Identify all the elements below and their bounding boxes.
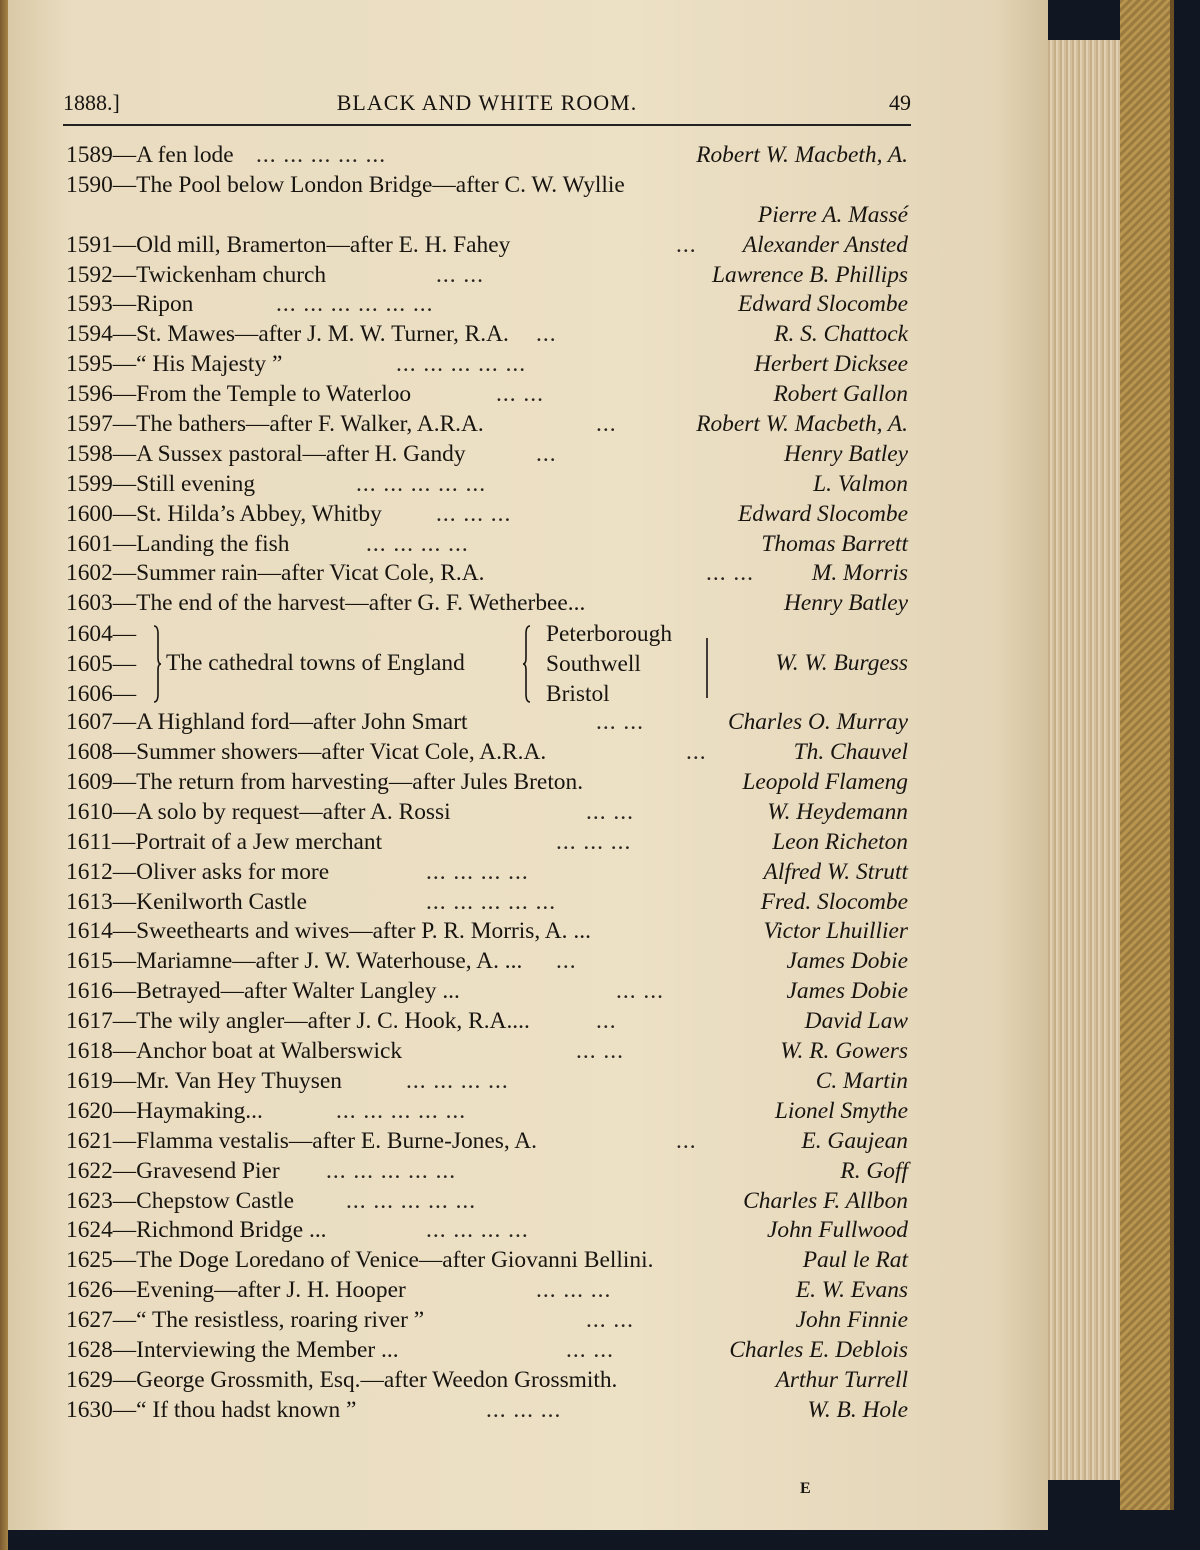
entry-artist: Charles F. Allbon xyxy=(743,1187,908,1214)
entry-title: From the Temple to Waterloo xyxy=(136,381,412,408)
brace-right xyxy=(522,624,532,704)
leader-dots: ... ... ... xyxy=(536,1277,612,1304)
entry-number-title xyxy=(66,531,289,558)
catalogue-entry xyxy=(66,1128,908,1158)
brace-artist xyxy=(706,638,710,698)
group-number: 1605— xyxy=(66,650,137,677)
leader-dots: ... ... ... ... ... xyxy=(326,1157,457,1184)
entry-number-title xyxy=(66,918,591,945)
entry-title: Sweethearts and wives—after P. R. Morris, A. ... xyxy=(136,918,591,945)
entry-dash: — xyxy=(112,171,137,198)
entry-artist: Edward Slocombe xyxy=(738,500,908,527)
entry-dash: — xyxy=(112,1127,137,1154)
catalogue-entries xyxy=(66,142,908,1427)
entry-dash: — xyxy=(112,1247,137,1274)
entry-number: 1617 xyxy=(66,1008,113,1035)
entry-title: A Sussex pastoral—after H. Gandy xyxy=(136,440,466,467)
entry-dash: — xyxy=(112,798,137,825)
entry-dash: — xyxy=(112,1217,137,1244)
entry-dash: — xyxy=(112,1396,137,1423)
entry-number: 1630 xyxy=(66,1396,113,1423)
catalogue-entry xyxy=(66,1038,908,1068)
catalogue-entry xyxy=(66,262,908,292)
catalogue-entry xyxy=(66,1277,908,1307)
book-page xyxy=(8,0,1048,1530)
entry-dash: — xyxy=(112,381,137,408)
entry-dash: — xyxy=(112,1038,137,1065)
entry-artist: Arthur Turrell xyxy=(775,1366,908,1393)
group-place: Bristol xyxy=(546,680,610,707)
entry-dash: — xyxy=(112,590,137,617)
leader-dots: ... xyxy=(596,1008,617,1035)
catalogue-entry xyxy=(66,351,908,381)
entry-title: Interviewing the Member ... xyxy=(136,1336,399,1363)
catalogue-entry xyxy=(66,1188,908,1218)
entry-title: A Highland ford—after John Smart xyxy=(136,709,468,736)
catalogue-entry xyxy=(66,291,908,321)
entry-title: Summer showers—after Vicat Cole, A.R.A. xyxy=(136,739,547,766)
entry-artist: W. R. Gowers xyxy=(780,1038,908,1065)
entry-number-title xyxy=(66,739,546,766)
entry-dash: — xyxy=(112,858,137,885)
entry-number-title xyxy=(66,799,451,826)
entry-number: 1607 xyxy=(66,709,113,736)
entry-title: Still evening xyxy=(136,470,256,497)
brace-left xyxy=(152,624,162,704)
catalogue-entry xyxy=(66,1397,908,1427)
entry-number-title xyxy=(66,1277,406,1304)
entry-title: The end of the harvest—after G. F. Wetherbee... xyxy=(136,590,586,617)
leader-dots: ... ... ... ... ... xyxy=(396,351,527,378)
catalogue-entry xyxy=(66,560,908,590)
entry-number: 1629 xyxy=(66,1366,113,1393)
entry-number: 1612 xyxy=(66,858,113,885)
entry-number: 1592 xyxy=(66,261,113,288)
entry-artist: David Law xyxy=(804,1008,908,1035)
entry-dash: — xyxy=(112,978,137,1005)
group-place: Peterborough xyxy=(546,621,673,648)
entry-artist: Charles E. Deblois xyxy=(729,1336,908,1363)
group-numbers xyxy=(66,620,136,709)
entry-artist: R. Goff xyxy=(840,1157,908,1184)
leader-dots: ... xyxy=(596,411,617,438)
entry-title: Summer rain—after Vicat Cole, R.A. xyxy=(136,560,485,587)
entry-number-title xyxy=(66,889,307,916)
entry-number-title xyxy=(66,1397,356,1424)
entry-dash: — xyxy=(112,1187,137,1214)
entry-artist: C. Martin xyxy=(815,1067,908,1094)
leader-dots: ... xyxy=(536,440,557,467)
catalogue-entry xyxy=(66,232,908,262)
entry-number-title xyxy=(66,1158,280,1185)
entry-number-title xyxy=(66,1008,530,1035)
entry-number: 1603 xyxy=(66,590,113,617)
entry-title: Portrait of a Jew merchant xyxy=(135,828,383,855)
entry-title: Twickenham church xyxy=(136,261,327,288)
leader-dots: ... ... xyxy=(576,1038,624,1065)
entry-number: 1621 xyxy=(66,1127,113,1154)
entry-title: Evening—after J. H. Hooper xyxy=(136,1277,406,1304)
leader-dots: ... ... xyxy=(586,1307,634,1334)
entry-artist: Lawrence B. Phillips xyxy=(712,261,908,288)
entry-dash: — xyxy=(112,261,137,288)
entry-title: Anchor boat at Walberswick xyxy=(136,1038,403,1065)
entry-number: 1590 xyxy=(66,171,113,198)
leader-dots: ... ... ... ... xyxy=(406,1067,509,1094)
entry-title: Landing the fish xyxy=(136,530,290,557)
catalogue-entry xyxy=(66,829,908,859)
entry-list-top xyxy=(66,142,908,620)
entry-title: Mariamne—after J. W. Waterhouse, A. ... xyxy=(136,948,523,975)
entry-title: St. Mawes—after J. M. W. Turner, R.A. xyxy=(136,321,509,348)
entry-dash: — xyxy=(112,888,137,915)
entry-artist: Henry Batley xyxy=(783,590,908,617)
entry-number-title xyxy=(66,441,466,468)
entry-number-title xyxy=(66,948,522,975)
entry-number: 1601 xyxy=(66,530,113,557)
entry-number-title xyxy=(66,859,329,886)
entry-number: 1620 xyxy=(66,1097,113,1124)
group-places xyxy=(546,620,672,709)
catalogue-entry xyxy=(66,1217,908,1247)
leader-dots: ... xyxy=(686,739,707,766)
entry-number-title xyxy=(66,232,510,259)
entry-title: “ His Majesty ” xyxy=(136,351,283,378)
catalogue-entry xyxy=(66,918,908,948)
entry-number: 1618 xyxy=(66,1038,113,1065)
entry-title: Haymaking... xyxy=(136,1097,263,1124)
catalogue-entry xyxy=(66,948,908,978)
entry-number: 1593 xyxy=(66,291,113,318)
catalogue-entry xyxy=(66,202,908,232)
catalogue-entry xyxy=(66,709,908,739)
entry-artist: Robert W. Macbeth, A. xyxy=(696,142,908,168)
catalogue-entry xyxy=(66,1367,908,1397)
entry-artist: Leopold Flameng xyxy=(742,769,908,796)
entry-title: Gravesend Pier xyxy=(136,1157,280,1184)
leader-dots: ... xyxy=(676,231,697,258)
entry-number-title xyxy=(66,560,484,587)
entry-artist: Alexander Ansted xyxy=(742,231,908,258)
entry-title: Kenilworth Castle xyxy=(136,888,308,915)
entry-number: 1627 xyxy=(66,1307,113,1334)
leader-dots: ... ... xyxy=(566,1336,614,1363)
leader-dots: ... ... ... ... xyxy=(366,530,469,557)
entry-number-title xyxy=(66,321,509,348)
entry-dash: — xyxy=(112,231,137,258)
entry-dash: — xyxy=(112,1008,137,1035)
entry-dash: — xyxy=(112,1336,137,1363)
leader-dots: ... ... ... ... ... xyxy=(426,888,557,915)
entry-title: Richmond Bridge ... xyxy=(136,1217,327,1244)
entry-dash: — xyxy=(112,918,137,945)
entry-dash: — xyxy=(112,351,137,378)
book-cover-left xyxy=(0,0,8,1550)
entry-number: 1624 xyxy=(66,1217,113,1244)
entry-title: Mr. Van Hey Thuysen xyxy=(136,1067,342,1094)
entry-title: The Pool below London Bridge—after C. W. Wyllie xyxy=(136,171,625,198)
leader-dots: ... ... ... ... ... ... xyxy=(276,291,434,318)
entry-number: 1622 xyxy=(66,1157,113,1184)
entry-number: 1600 xyxy=(66,500,113,527)
catalogue-entry xyxy=(66,1098,908,1128)
entry-number: 1597 xyxy=(66,411,113,438)
entry-number: 1614 xyxy=(66,918,113,945)
entry-number: 1608 xyxy=(66,739,113,766)
entry-dash: — xyxy=(112,1067,137,1094)
entry-number: 1615 xyxy=(66,948,113,975)
entry-number-title xyxy=(66,1337,399,1364)
entry-dash: — xyxy=(112,948,137,975)
leader-dots: ... ... ... xyxy=(436,500,512,527)
entry-title: “ The resistless, roaring river ” xyxy=(136,1307,425,1334)
entry-artist: Victor Lhuillier xyxy=(763,918,908,945)
entry-title: Oliver asks for more xyxy=(136,858,330,885)
entry-number: 1619 xyxy=(66,1067,113,1094)
entry-artist: R. S. Chattock xyxy=(774,321,908,348)
entry-title: Old mill, Bramerton—after E. H. Fahey xyxy=(136,231,511,258)
entry-number: 1598 xyxy=(66,440,113,467)
entry-dash: — xyxy=(112,440,137,467)
entry-number: 1602 xyxy=(66,560,113,587)
entry-artist: Henry Batley xyxy=(783,440,908,467)
catalogue-entry xyxy=(66,1008,908,1038)
page-edges xyxy=(1040,40,1125,1480)
entry-number-title xyxy=(66,172,625,199)
entry-dash: — xyxy=(112,500,137,527)
catalogue-entry xyxy=(66,1068,908,1098)
entry-artist: Robert Gallon xyxy=(773,381,908,408)
catalogue-entry xyxy=(66,799,908,829)
entry-artist: Herbert Dicksee xyxy=(754,351,908,378)
entry-number-title xyxy=(66,351,282,378)
running-head xyxy=(63,90,911,126)
entry-artist: Edward Slocombe xyxy=(738,291,908,318)
entry-number-title xyxy=(66,1068,342,1095)
group-number: 1604— xyxy=(66,621,137,648)
leader-dots: ... ... ... ... ... xyxy=(336,1097,467,1124)
entry-number-title xyxy=(66,709,467,736)
leader-dots: ... ... ... xyxy=(486,1396,562,1423)
entry-number: 1628 xyxy=(66,1336,113,1363)
entry-number: 1595 xyxy=(66,351,113,378)
catalogue-entry xyxy=(66,142,908,172)
entry-artist: Pierre A. Massé xyxy=(757,201,908,228)
entry-artist: W. B. Hole xyxy=(807,1396,908,1423)
catalogue-entry xyxy=(66,381,908,411)
entry-artist: Thomas Barrett xyxy=(761,530,908,557)
catalogue-entry xyxy=(66,1247,908,1277)
entry-artist: Paul le Rat xyxy=(802,1247,908,1274)
entry-artist: Charles O. Murray xyxy=(728,709,908,736)
entry-title: A solo by request—after A. Rossi xyxy=(136,798,451,825)
catalogue-entry xyxy=(66,411,908,441)
entry-number: 1623 xyxy=(66,1187,113,1214)
leader-dots: ... ... xyxy=(616,978,664,1005)
entry-artist: W. Heydemann xyxy=(767,798,908,825)
catalogue-entry xyxy=(66,1337,908,1367)
page-number: 49 xyxy=(889,90,911,115)
entry-number-title xyxy=(66,1217,327,1244)
entry-number-title xyxy=(66,1307,424,1334)
entry-title: Betrayed—after Walter Langley ... xyxy=(136,978,460,1005)
leader-dots: ... ... ... ... ... xyxy=(256,142,387,168)
entry-dash: — xyxy=(112,739,137,766)
catalogue-entry xyxy=(66,501,908,531)
entry-dash: — xyxy=(112,769,137,796)
entry-title: The return from harvesting—after Jules Breton. xyxy=(136,769,584,796)
entry-dash: — xyxy=(112,1277,137,1304)
entry-dash: — xyxy=(112,1366,137,1393)
entry-number-title xyxy=(66,1098,263,1125)
catalogue-entry xyxy=(66,1307,908,1337)
entry-number-title xyxy=(66,471,255,498)
leader-dots: ... ... xyxy=(496,381,544,408)
leader-dots: ... ... ... ... ... xyxy=(346,1187,477,1214)
entry-artist: Leon Richeton xyxy=(772,828,908,855)
group-artist: W. W. Burgess xyxy=(775,650,908,677)
entry-number-title xyxy=(66,142,234,169)
entry-number-title xyxy=(66,381,411,408)
entry-number-title xyxy=(66,1038,402,1065)
entry-number: 1594 xyxy=(66,321,113,348)
book-cover-right xyxy=(1120,0,1174,1510)
entry-number: 1609 xyxy=(66,769,113,796)
entry-dash: — xyxy=(112,321,137,348)
entry-artist: E. Gaujean xyxy=(801,1127,908,1154)
entry-number-title xyxy=(66,411,484,438)
leader-dots: ... xyxy=(556,948,577,975)
catalogue-entry xyxy=(66,172,908,202)
entry-artist: John Finnie xyxy=(795,1307,908,1334)
entry-title: Ripon xyxy=(136,291,194,318)
entry-artist: Fred. Slocombe xyxy=(760,888,908,915)
leader-dots: ... ... xyxy=(586,798,634,825)
signature-mark: E xyxy=(800,1480,811,1497)
entry-number: 1611 xyxy=(66,828,112,855)
entry-number: 1589 xyxy=(66,142,113,168)
entry-number: 1599 xyxy=(66,470,113,497)
entry-number-title xyxy=(66,590,585,617)
entry-artist: E. W. Evans xyxy=(795,1277,908,1304)
catalogue-entry xyxy=(66,321,908,351)
leader-dots: ... ... xyxy=(436,261,484,288)
entry-dash: — xyxy=(112,1307,137,1334)
entry-number-title xyxy=(66,769,583,796)
group-title: The cathedral towns of England xyxy=(166,650,465,677)
leader-dots: ... ... ... ... xyxy=(426,858,529,885)
entry-number-title xyxy=(66,978,460,1005)
entry-artist: John Fullwood xyxy=(767,1217,908,1244)
leader-dots: ... ... ... xyxy=(556,828,632,855)
entry-title: The bathers—after F. Walker, A.R.A. xyxy=(136,411,484,438)
leader-dots: ... xyxy=(536,321,557,348)
entry-artist: Th. Chauvel xyxy=(793,739,908,766)
entry-number: 1610 xyxy=(66,798,113,825)
catalogue-entry xyxy=(66,769,908,799)
entry-artist: L. Valmon xyxy=(813,470,908,497)
entry-artist: James Dobie xyxy=(786,948,908,975)
entry-artist: Lionel Smythe xyxy=(774,1097,908,1124)
entry-number-title xyxy=(66,1247,653,1274)
entry-dash: — xyxy=(112,709,137,736)
entry-dash: — xyxy=(112,142,137,168)
entry-number: 1626 xyxy=(66,1277,113,1304)
entry-dash: — xyxy=(112,530,137,557)
header-title: BLACK AND WHITE ROOM. xyxy=(336,90,638,115)
entry-title: A fen lode xyxy=(136,142,234,168)
catalogue-entry xyxy=(66,1158,908,1188)
catalogue-entry xyxy=(66,590,908,620)
header-year: 1888.] xyxy=(63,90,120,115)
entry-list-bottom xyxy=(66,709,908,1426)
leader-dots: ... ... ... ... xyxy=(426,1217,529,1244)
entry-dash: — xyxy=(112,560,137,587)
entry-number-title xyxy=(66,291,193,318)
leader-dots: ... ... ... ... ... xyxy=(356,470,487,497)
catalogue-entry xyxy=(66,859,908,889)
group-number: 1606— xyxy=(66,680,137,707)
entry-group-cathedral-towns xyxy=(66,620,908,709)
entry-number-title xyxy=(66,1128,537,1155)
entry-dash: — xyxy=(112,470,137,497)
entry-number-title xyxy=(66,501,382,528)
entry-number: 1596 xyxy=(66,381,113,408)
entry-title: The wily angler—after J. C. Hook, R.A.... xyxy=(136,1008,530,1035)
catalogue-entry xyxy=(66,531,908,561)
entry-number: 1591 xyxy=(66,231,113,258)
entry-number: 1616 xyxy=(66,978,113,1005)
entry-number: 1613 xyxy=(66,888,113,915)
entry-title: Chepstow Castle xyxy=(136,1187,295,1214)
catalogue-entry xyxy=(66,441,908,471)
entry-number-title xyxy=(66,262,326,289)
entry-title: George Grossmith, Esq.—after Weedon Grossmith. xyxy=(136,1366,618,1393)
entry-title: Flamma vestalis—after E. Burne-Jones, A. xyxy=(136,1127,537,1154)
entry-artist: James Dobie xyxy=(786,978,908,1005)
catalogue-entry xyxy=(66,739,908,769)
entry-number: 1625 xyxy=(66,1247,113,1274)
entry-title: “ If thou hadst known ” xyxy=(136,1396,357,1423)
leader-dots: ... xyxy=(676,1127,697,1154)
entry-dash: — xyxy=(111,828,136,855)
entry-dash: — xyxy=(112,291,137,318)
leader-dots: ... ... xyxy=(596,709,644,736)
entry-title: The Doge Loredano of Venice—after Giovanni Bellini. xyxy=(136,1247,654,1274)
entry-number-title xyxy=(66,1188,294,1215)
group-place: Southwell xyxy=(546,650,641,677)
entry-dash: — xyxy=(112,411,137,438)
entry-title: St. Hilda’s Abbey, Whitby xyxy=(136,500,382,527)
catalogue-entry xyxy=(66,889,908,919)
entry-artist: Alfred W. Strutt xyxy=(763,858,908,885)
entry-number-title xyxy=(66,1367,617,1394)
catalogue-entry xyxy=(66,471,908,501)
leader-dots: ... ... xyxy=(706,560,754,587)
entry-dash: — xyxy=(112,1157,137,1184)
entry-dash: — xyxy=(112,1097,137,1124)
catalogue-entry xyxy=(66,978,908,1008)
entry-artist: M. Morris xyxy=(811,560,908,587)
entry-number-title xyxy=(66,829,382,856)
entry-artist: Robert W. Macbeth, A. xyxy=(696,411,908,438)
